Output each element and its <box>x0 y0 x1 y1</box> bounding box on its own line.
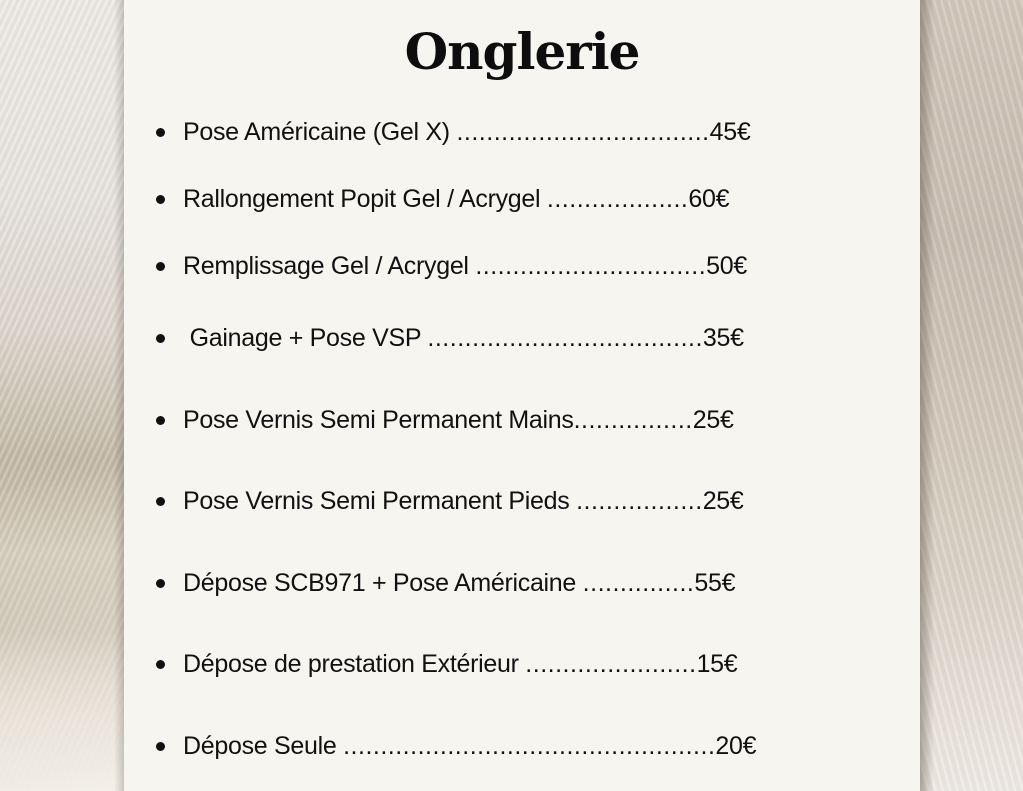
service-name: Pose Vernis Semi Permanent Pieds <box>183 486 577 515</box>
service-price: 25€ <box>692 405 734 434</box>
dot-leader: ..................................... <box>427 323 703 352</box>
service-price: 55€ <box>694 568 736 597</box>
bullet-icon <box>156 334 165 343</box>
service-price: 50€ <box>706 251 747 280</box>
bullet-icon <box>156 742 165 751</box>
service-price: 25€ <box>702 486 744 515</box>
price-list-item <box>156 483 744 519</box>
service-price: 35€ <box>702 323 744 352</box>
dot-leader: ................... <box>546 184 689 213</box>
price-list-item <box>156 565 735 601</box>
dot-leader: .................................................. <box>343 731 716 760</box>
price-list-item <box>156 181 729 217</box>
bullet-icon <box>156 262 165 271</box>
service-price: 60€ <box>688 184 730 213</box>
price-list-item <box>156 646 737 682</box>
price-list-item <box>156 114 750 150</box>
price-list-card <box>124 0 920 791</box>
price-list-item <box>156 728 756 764</box>
price-list-item <box>156 248 747 284</box>
service-name: Gainage + Pose VSP <box>183 323 428 352</box>
service-price: 15€ <box>696 649 738 678</box>
dot-leader: ................ <box>573 405 693 434</box>
service-name: Rallongement Popit Gel / Acrygel <box>183 184 547 213</box>
page-title: Onglerie <box>404 22 640 81</box>
service-name: Remplissage Gel / Acrygel <box>183 251 476 280</box>
service-price: 20€ <box>715 731 757 760</box>
dot-leader: ................. <box>576 486 703 515</box>
price-list-item <box>156 320 744 356</box>
bullet-icon <box>156 128 165 137</box>
bullet-icon <box>156 416 165 425</box>
dot-leader: ............... <box>582 568 695 597</box>
bullet-icon <box>156 660 165 669</box>
service-price: 45€ <box>709 117 751 146</box>
service-name: Dépose Seule <box>183 731 344 760</box>
background-fabric-left <box>0 0 124 791</box>
service-name: Pose Vernis Semi Permanent Mains <box>183 405 574 434</box>
service-name: Dépose de prestation Extérieur <box>183 649 526 678</box>
dot-leader: ............................... <box>475 251 707 280</box>
service-name: Pose Américaine (Gel X) <box>183 117 457 146</box>
bullet-icon <box>156 579 165 588</box>
bullet-icon <box>156 195 165 204</box>
dot-leader: .................................. <box>456 117 710 146</box>
service-name: Dépose SCB971 + Pose Américaine <box>183 568 583 597</box>
dot-leader: ....................... <box>525 649 697 678</box>
bullet-icon <box>156 497 165 506</box>
background-fabric-right <box>920 0 1023 791</box>
price-list-item <box>156 402 734 438</box>
